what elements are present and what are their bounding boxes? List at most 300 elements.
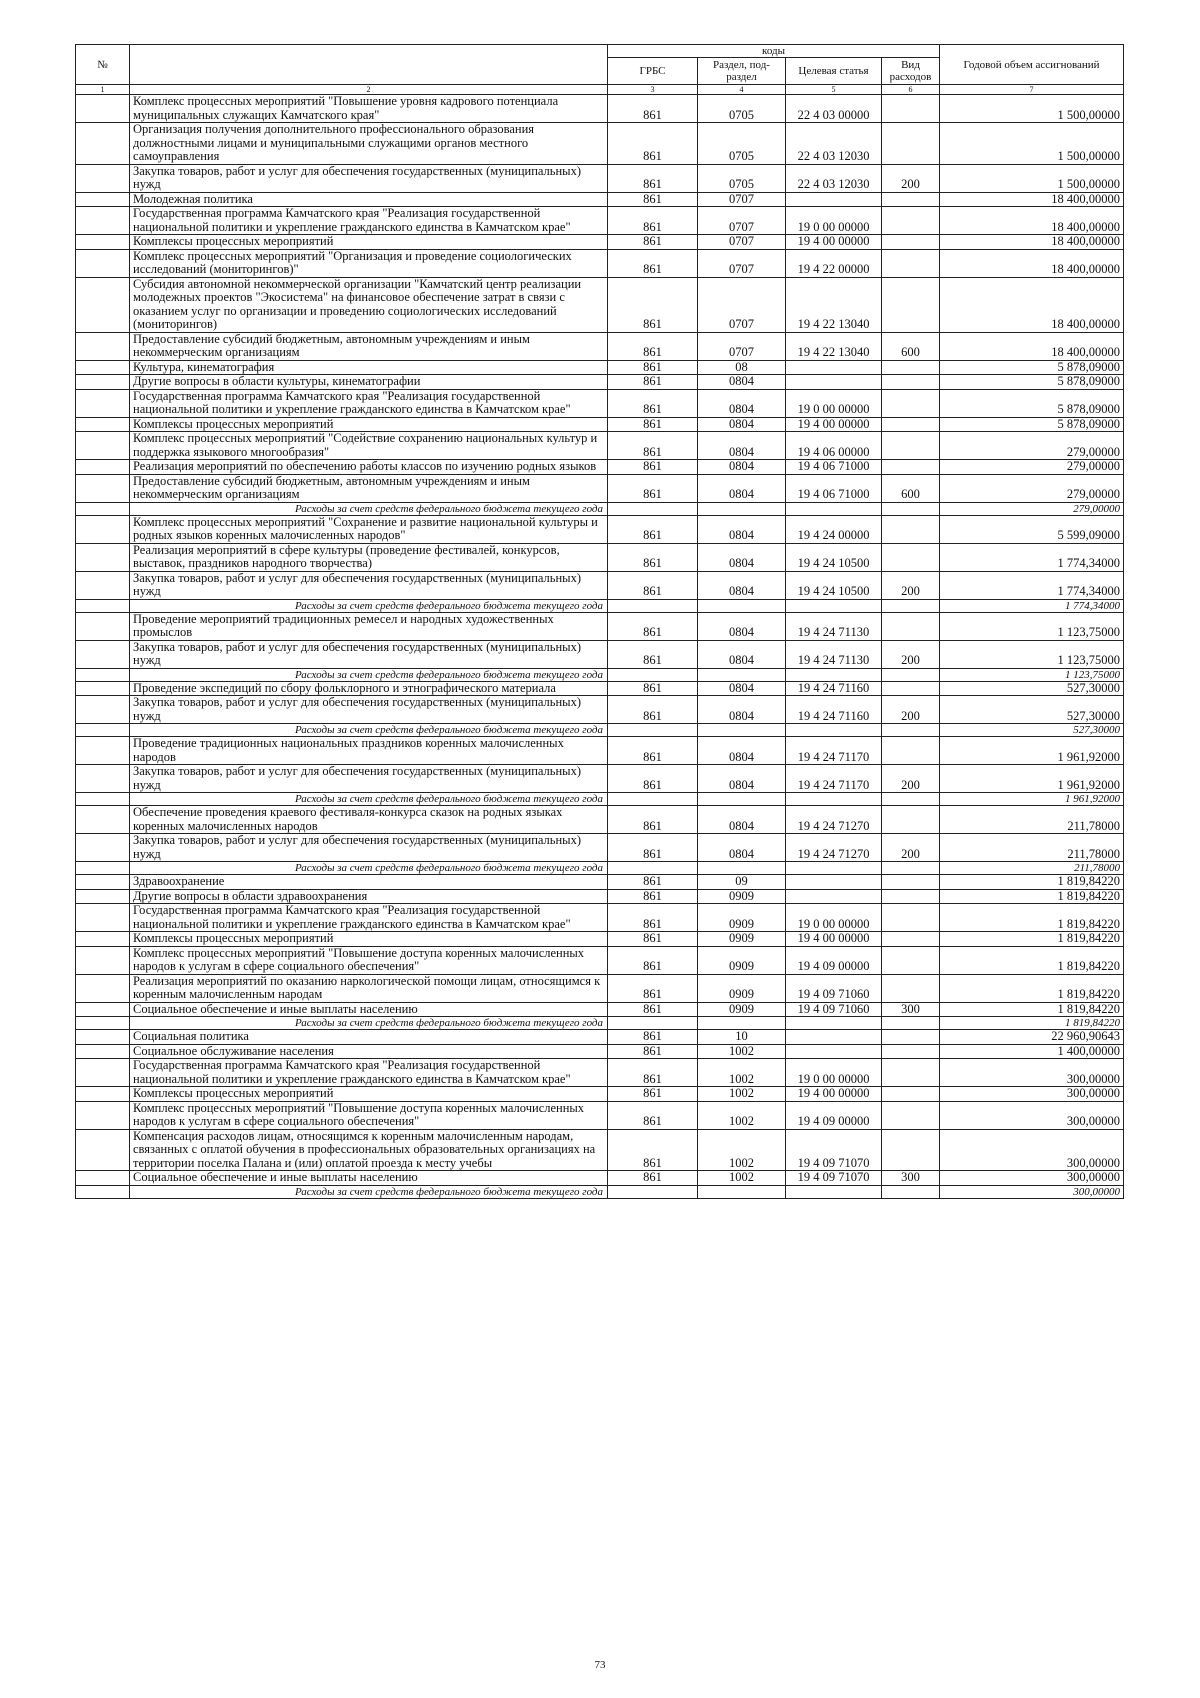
table-row (76, 571, 1124, 599)
cell-razdel (698, 793, 786, 806)
cell-target: 19 4 00 00000 (786, 932, 882, 947)
cell-number (76, 389, 130, 417)
cell-expense-type (882, 543, 940, 571)
cell-name: Комплексы процессных мероприятий (130, 932, 608, 947)
cell-razdel: 0707 (698, 192, 786, 207)
budget-sheet (75, 44, 1123, 1199)
cell-razdel: 1002 (698, 1129, 786, 1171)
cell-name: Реализация мероприятий по обеспечению работы классов по изучению родных языков (130, 460, 608, 475)
cell-target (786, 599, 882, 612)
cell-razdel: 0804 (698, 460, 786, 475)
cell-expense-type (882, 612, 940, 640)
cell-expense-type (882, 95, 940, 123)
cell-expense-type: 200 (882, 164, 940, 192)
cell-grbs (608, 724, 698, 737)
table-row (76, 974, 1124, 1002)
cell-name: Комплекс процессных мероприятий "Повышение доступа коренных малочисленных народов к услугам в сфере социального обеспечения" (130, 946, 608, 974)
cell-name: Государственная программа Камчатского края "Реализация государственной национальной политики и укрепление гражданского единства в Камчатском крае" (130, 389, 608, 417)
cell-razdel: 1002 (698, 1087, 786, 1102)
cell-grbs: 861 (608, 249, 698, 277)
cell-grbs: 861 (608, 1044, 698, 1059)
cell-expense-type (882, 793, 940, 806)
cell-expense-type (882, 432, 940, 460)
cell-razdel: 1002 (698, 1044, 786, 1059)
cell-amount: 18 400,00000 (940, 207, 1124, 235)
cell-amount: 1 819,84220 (940, 974, 1124, 1002)
cell-grbs: 861 (608, 640, 698, 668)
cell-number (76, 737, 130, 765)
cell-grbs (608, 862, 698, 875)
cell-target: 19 4 24 71170 (786, 765, 882, 793)
cell-number (76, 249, 130, 277)
cell-number (76, 277, 130, 332)
cell-amount: 1 123,75000 (940, 668, 1124, 681)
cell-target: 19 4 22 13040 (786, 277, 882, 332)
cell-amount: 1 819,84220 (940, 932, 1124, 947)
cell-number (76, 724, 130, 737)
table-row (76, 95, 1124, 123)
cell-amount: 279,00000 (940, 460, 1124, 475)
cell-number (76, 95, 130, 123)
cell-name: Расходы за счет средств федерального бюджета текущего года (130, 862, 608, 875)
cell-expense-type (882, 277, 940, 332)
cell-grbs: 861 (608, 432, 698, 460)
cell-name: Проведение традиционных национальных праздников коренных малочисленных народов (130, 737, 608, 765)
cell-amount: 279,00000 (940, 502, 1124, 515)
cell-amount: 300,00000 (940, 1101, 1124, 1129)
cell-name: Реализация мероприятий по оказанию наркологической помощи лицам, относящимся к коренным малочисленным народам (130, 974, 608, 1002)
cell-grbs (608, 1017, 698, 1030)
cell-grbs (608, 1185, 698, 1198)
table-row (76, 123, 1124, 165)
cell-number (76, 123, 130, 165)
cell-target: 19 4 09 00000 (786, 1101, 882, 1129)
cell-grbs: 861 (608, 904, 698, 932)
cell-expense-type: 200 (882, 640, 940, 668)
federal-note-row (76, 724, 1124, 737)
cell-target: 19 4 22 13040 (786, 332, 882, 360)
cell-amount: 5 878,09000 (940, 417, 1124, 432)
table-row (76, 235, 1124, 250)
cell-razdel: 0705 (698, 123, 786, 165)
cell-razdel (698, 862, 786, 875)
cell-expense-type (882, 668, 940, 681)
cell-target: 19 0 00 00000 (786, 904, 882, 932)
header-amount: Годовой объем ассигнований (940, 45, 1124, 85)
cell-name: Комплекс процессных мероприятий "Сохранение и развитие национальной культуры и родных языков коренных малочисленных народов" (130, 515, 608, 543)
cell-grbs: 861 (608, 417, 698, 432)
cell-grbs: 861 (608, 460, 698, 475)
federal-note-row (76, 1185, 1124, 1198)
cell-target: 19 4 09 71060 (786, 974, 882, 1002)
cell-grbs: 861 (608, 474, 698, 502)
cell-number (76, 207, 130, 235)
cell-name: Социальное обеспечение и иные выплаты населению (130, 1002, 608, 1017)
table-row (76, 806, 1124, 834)
cell-expense-type (882, 375, 940, 390)
cell-amount: 1 961,92000 (940, 765, 1124, 793)
header-name (130, 45, 608, 85)
cell-number (76, 1171, 130, 1186)
cell-grbs: 861 (608, 737, 698, 765)
cell-amount: 5 878,09000 (940, 375, 1124, 390)
cell-name: Другие вопросы в области культуры, кинематографии (130, 375, 608, 390)
cell-amount: 300,00000 (940, 1171, 1124, 1186)
table-row (76, 1002, 1124, 1017)
cell-name: Закупка товаров, работ и услуг для обеспечения государственных (муниципальных) нужд (130, 571, 608, 599)
cell-number (76, 192, 130, 207)
cell-amount: 1 961,92000 (940, 737, 1124, 765)
cell-name: Обеспечение проведения краевого фестиваля-конкурса сказок на родных языках коренных малочисленных народов (130, 806, 608, 834)
table-row (76, 1044, 1124, 1059)
cell-amount: 5 599,09000 (940, 515, 1124, 543)
cell-name: Здравоохранение (130, 875, 608, 890)
cell-number (76, 1017, 130, 1030)
cell-expense-type: 300 (882, 1002, 940, 1017)
cell-grbs (608, 793, 698, 806)
cell-amount: 527,30000 (940, 681, 1124, 696)
cell-target: 22 4 03 12030 (786, 164, 882, 192)
table-row (76, 1129, 1124, 1171)
cell-number (76, 417, 130, 432)
cell-amount: 527,30000 (940, 696, 1124, 724)
cell-name: Закупка товаров, работ и услуг для обеспечения государственных (муниципальных) нужд (130, 834, 608, 862)
cell-grbs: 861 (608, 875, 698, 890)
cell-amount: 5 878,09000 (940, 360, 1124, 375)
cell-number (76, 974, 130, 1002)
cell-target (786, 1185, 882, 1198)
cell-expense-type (882, 207, 940, 235)
cell-razdel: 0804 (698, 612, 786, 640)
cell-grbs: 861 (608, 1171, 698, 1186)
cell-target: 19 4 09 71070 (786, 1171, 882, 1186)
header-number: № (76, 45, 130, 85)
cell-expense-type (882, 502, 940, 515)
cell-grbs: 861 (608, 543, 698, 571)
cell-number (76, 668, 130, 681)
cell-name: Культура, кинематография (130, 360, 608, 375)
cell-name: Предоставление субсидий бюджетным, автономным учреждениям и иным некоммерческим организациям (130, 332, 608, 360)
cell-grbs (608, 668, 698, 681)
cell-grbs: 861 (608, 765, 698, 793)
cell-razdel: 09 (698, 875, 786, 890)
cell-razdel: 0804 (698, 571, 786, 599)
cell-amount: 18 400,00000 (940, 192, 1124, 207)
cell-amount: 1 819,84220 (940, 904, 1124, 932)
table-row (76, 681, 1124, 696)
cell-target: 19 4 24 71270 (786, 834, 882, 862)
cell-target: 19 4 24 71270 (786, 806, 882, 834)
cell-name: Другие вопросы в области здравоохранения (130, 889, 608, 904)
cell-razdel (698, 1185, 786, 1198)
cell-amount: 300,00000 (940, 1059, 1124, 1087)
header-index-4: 4 (698, 85, 786, 95)
table-row (76, 474, 1124, 502)
table-row (76, 875, 1124, 890)
cell-number (76, 375, 130, 390)
cell-grbs: 861 (608, 164, 698, 192)
cell-name: Закупка товаров, работ и услуг для обеспечения государственных (муниципальных) нужд (130, 696, 608, 724)
cell-grbs: 861 (608, 571, 698, 599)
cell-target: 19 4 24 71160 (786, 681, 882, 696)
cell-number (76, 1059, 130, 1087)
table-row (76, 375, 1124, 390)
cell-name: Государственная программа Камчатского края "Реализация государственной национальной политики и укрепление гражданского единства в Камчатском крае" (130, 1059, 608, 1087)
cell-razdel (698, 502, 786, 515)
header-codes: коды (608, 45, 940, 58)
cell-expense-type (882, 123, 940, 165)
cell-number (76, 460, 130, 475)
cell-razdel: 0804 (698, 515, 786, 543)
cell-grbs: 861 (608, 1059, 698, 1087)
cell-razdel: 0804 (698, 375, 786, 390)
cell-razdel (698, 1017, 786, 1030)
cell-expense-type (882, 737, 940, 765)
cell-grbs: 861 (608, 389, 698, 417)
cell-number (76, 332, 130, 360)
table-row (76, 417, 1124, 432)
cell-target: 19 4 00 00000 (786, 417, 882, 432)
table-row (76, 640, 1124, 668)
cell-razdel: 0804 (698, 806, 786, 834)
cell-razdel: 10 (698, 1030, 786, 1045)
cell-razdel: 0909 (698, 946, 786, 974)
cell-expense-type (882, 599, 940, 612)
cell-amount: 1 819,84220 (940, 1017, 1124, 1030)
cell-amount: 1 123,75000 (940, 612, 1124, 640)
page-number: 73 (594, 1659, 606, 1671)
table-row (76, 1101, 1124, 1129)
cell-amount: 1 500,00000 (940, 95, 1124, 123)
cell-name: Расходы за счет средств федерального бюджета текущего года (130, 1017, 608, 1030)
cell-grbs: 861 (608, 375, 698, 390)
cell-amount: 1 774,34000 (940, 571, 1124, 599)
cell-amount: 527,30000 (940, 724, 1124, 737)
table-row (76, 515, 1124, 543)
table-header (76, 45, 1124, 95)
cell-number (76, 765, 130, 793)
cell-razdel: 0804 (698, 737, 786, 765)
cell-grbs: 861 (608, 123, 698, 165)
cell-expense-type (882, 1101, 940, 1129)
cell-razdel (698, 724, 786, 737)
cell-number (76, 612, 130, 640)
cell-number (76, 1101, 130, 1129)
table-row (76, 1087, 1124, 1102)
cell-number (76, 946, 130, 974)
cell-name: Проведение экспедиций по сбору фольклорного и этнографического материала (130, 681, 608, 696)
cell-number (76, 1185, 130, 1198)
federal-note-row (76, 668, 1124, 681)
cell-expense-type (882, 1185, 940, 1198)
cell-target (786, 862, 882, 875)
cell-amount: 22 960,90643 (940, 1030, 1124, 1045)
federal-note-row (76, 502, 1124, 515)
cell-expense-type (882, 724, 940, 737)
cell-name: Расходы за счет средств федерального бюджета текущего года (130, 599, 608, 612)
cell-name: Комплекс процессных мероприятий "Повышение уровня кадрового потенциала муниципальных служащих Камчатского края" (130, 95, 608, 123)
cell-expense-type (882, 389, 940, 417)
cell-number (76, 235, 130, 250)
cell-target: 19 4 24 10500 (786, 543, 882, 571)
cell-number (76, 571, 130, 599)
cell-expense-type: 300 (882, 1171, 940, 1186)
cell-name: Расходы за счет средств федерального бюджета текущего года (130, 502, 608, 515)
cell-amount: 1 819,84220 (940, 946, 1124, 974)
cell-number (76, 696, 130, 724)
cell-amount: 211,78000 (940, 862, 1124, 875)
federal-note-row (76, 1017, 1124, 1030)
cell-razdel: 0909 (698, 974, 786, 1002)
cell-target (786, 1044, 882, 1059)
cell-target: 19 4 24 71160 (786, 696, 882, 724)
cell-target: 19 0 00 00000 (786, 1059, 882, 1087)
cell-grbs: 861 (608, 360, 698, 375)
cell-number (76, 640, 130, 668)
cell-grbs: 861 (608, 515, 698, 543)
cell-amount: 211,78000 (940, 834, 1124, 862)
table-row (76, 1030, 1124, 1045)
cell-number (76, 360, 130, 375)
cell-target (786, 502, 882, 515)
cell-target: 22 4 03 00000 (786, 95, 882, 123)
table-row (76, 904, 1124, 932)
cell-name: Комплексы процессных мероприятий (130, 1087, 608, 1102)
cell-number (76, 793, 130, 806)
cell-amount: 1 774,34000 (940, 599, 1124, 612)
cell-grbs: 861 (608, 834, 698, 862)
cell-target (786, 668, 882, 681)
cell-name: Закупка товаров, работ и услуг для обеспечения государственных (муниципальных) нужд (130, 164, 608, 192)
cell-target: 19 4 00 00000 (786, 235, 882, 250)
cell-expense-type (882, 889, 940, 904)
cell-name: Реализация мероприятий в сфере культуры (проведение фестивалей, конкурсов, выставок, праздников народного творчества) (130, 543, 608, 571)
header-index-5: 5 (786, 85, 882, 95)
cell-grbs: 861 (608, 95, 698, 123)
cell-grbs: 861 (608, 207, 698, 235)
cell-target (786, 192, 882, 207)
cell-amount: 18 400,00000 (940, 277, 1124, 332)
cell-amount: 1 500,00000 (940, 164, 1124, 192)
cell-expense-type (882, 1129, 940, 1171)
cell-number (76, 1129, 130, 1171)
cell-amount: 300,00000 (940, 1129, 1124, 1171)
cell-amount: 18 400,00000 (940, 249, 1124, 277)
cell-expense-type (882, 417, 940, 432)
cell-target: 19 4 06 71000 (786, 474, 882, 502)
cell-razdel: 0707 (698, 249, 786, 277)
cell-razdel: 08 (698, 360, 786, 375)
cell-target: 19 4 06 00000 (786, 432, 882, 460)
cell-amount: 1 961,92000 (940, 793, 1124, 806)
table-row (76, 192, 1124, 207)
cell-target (786, 875, 882, 890)
cell-target: 19 4 24 71170 (786, 737, 882, 765)
federal-note-row (76, 599, 1124, 612)
cell-target (786, 360, 882, 375)
table-row (76, 432, 1124, 460)
cell-expense-type (882, 875, 940, 890)
cell-grbs: 861 (608, 192, 698, 207)
cell-number (76, 1002, 130, 1017)
cell-razdel: 0804 (698, 640, 786, 668)
cell-name: Социальное обслуживание населения (130, 1044, 608, 1059)
cell-grbs: 861 (608, 806, 698, 834)
table-row (76, 277, 1124, 332)
cell-grbs (608, 502, 698, 515)
cell-expense-type (882, 1030, 940, 1045)
cell-razdel: 0804 (698, 765, 786, 793)
cell-razdel: 0804 (698, 432, 786, 460)
cell-target: 19 4 24 71130 (786, 640, 882, 668)
table-row (76, 834, 1124, 862)
budget-table (75, 44, 1124, 1199)
cell-razdel: 1002 (698, 1059, 786, 1087)
cell-number (76, 1030, 130, 1045)
table-row (76, 612, 1124, 640)
cell-expense-type (882, 904, 940, 932)
cell-name: Расходы за счет средств федерального бюджета текущего года (130, 724, 608, 737)
cell-amount: 1 819,84220 (940, 889, 1124, 904)
header-index-2: 2 (130, 85, 608, 95)
cell-expense-type (882, 806, 940, 834)
header-razdel: Раздел, под-раздел (698, 58, 786, 85)
cell-name: Молодежная политика (130, 192, 608, 207)
table-row (76, 332, 1124, 360)
table-row (76, 1171, 1124, 1186)
cell-number (76, 164, 130, 192)
federal-note-row (76, 793, 1124, 806)
cell-target (786, 1017, 882, 1030)
cell-razdel: 0705 (698, 95, 786, 123)
table-body (76, 95, 1124, 1199)
cell-razdel: 1002 (698, 1171, 786, 1186)
cell-razdel: 0804 (698, 417, 786, 432)
cell-number (76, 543, 130, 571)
cell-target (786, 724, 882, 737)
federal-note-row (76, 862, 1124, 875)
cell-target: 19 4 09 71060 (786, 1002, 882, 1017)
cell-expense-type: 200 (882, 696, 940, 724)
header-index-6: 6 (882, 85, 940, 95)
cell-number (76, 515, 130, 543)
cell-razdel: 0909 (698, 904, 786, 932)
cell-expense-type (882, 192, 940, 207)
cell-name: Государственная программа Камчатского края "Реализация государственной национальной политики и укрепление гражданского единства в Камчатском крае" (130, 904, 608, 932)
cell-expense-type (882, 460, 940, 475)
cell-target: 19 4 24 71130 (786, 612, 882, 640)
cell-number (76, 932, 130, 947)
cell-name: Закупка товаров, работ и услуг для обеспечения государственных (муниципальных) нужд (130, 765, 608, 793)
cell-target: 19 0 00 00000 (786, 389, 882, 417)
cell-razdel (698, 599, 786, 612)
cell-amount: 5 878,09000 (940, 389, 1124, 417)
cell-expense-type (882, 932, 940, 947)
cell-number (76, 1044, 130, 1059)
cell-amount: 18 400,00000 (940, 332, 1124, 360)
cell-amount: 1 400,00000 (940, 1044, 1124, 1059)
cell-grbs: 861 (608, 235, 698, 250)
header-index-1: 1 (76, 85, 130, 95)
cell-name: Компенсация расходов лицам, относящимся к коренным малочисленным народам, связанных с оплатой обучения в профессиональных образовательных организациях на территории поселка Палана и (или) оплатой проезда к месту учебы (130, 1129, 608, 1171)
table-row (76, 460, 1124, 475)
cell-amount: 1 500,00000 (940, 123, 1124, 165)
cell-amount: 279,00000 (940, 432, 1124, 460)
table-row (76, 765, 1124, 793)
cell-razdel: 0909 (698, 932, 786, 947)
cell-name: Государственная программа Камчатского края "Реализация государственной национальной политики и укрепление гражданского единства в Камчатском крае" (130, 207, 608, 235)
cell-expense-type: 200 (882, 834, 940, 862)
